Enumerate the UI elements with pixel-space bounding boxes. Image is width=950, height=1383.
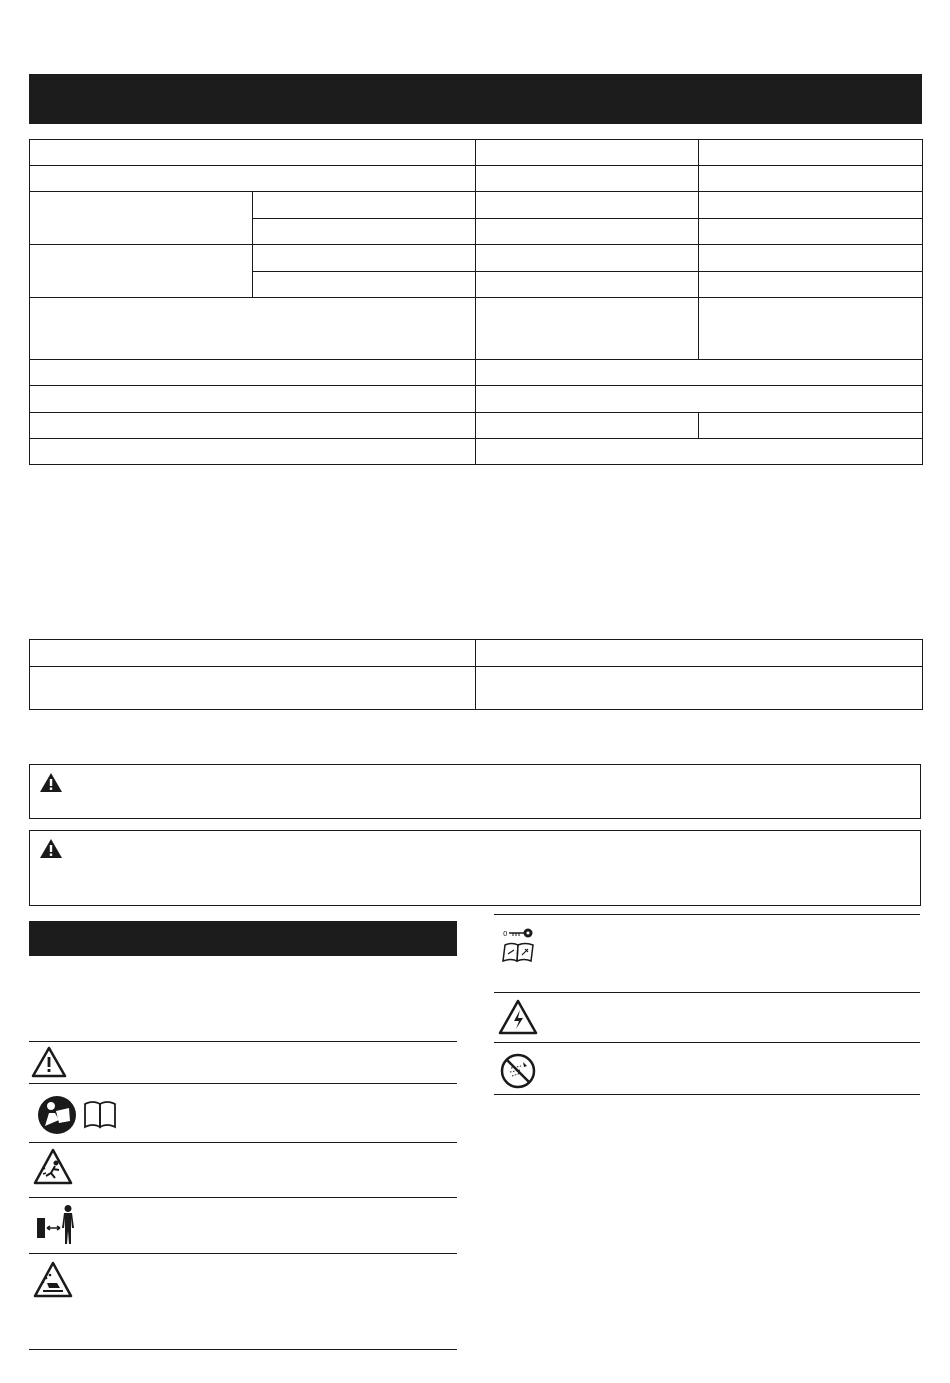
flying-objects-icon: [33, 1148, 73, 1186]
table-row: [30, 166, 923, 192]
table-row: [30, 439, 923, 465]
symbol-row-divider: [29, 1349, 457, 1350]
warning-triangle-icon: [39, 772, 63, 793]
table-cell: [476, 166, 699, 192]
table-cell: [476, 298, 699, 360]
keep-distance-icon: [36, 1204, 78, 1246]
symbol-row-divider: [494, 992, 920, 993]
table-row: [30, 413, 923, 439]
table-row: [30, 360, 923, 386]
table-cell: [699, 166, 923, 192]
table-cell: [476, 192, 699, 219]
table-cell: [253, 245, 476, 272]
table-row: [30, 192, 923, 219]
table-cell: [699, 298, 923, 360]
symbol-row-divider: [494, 914, 920, 915]
specifications-header-band: [29, 74, 922, 124]
table-cell: [699, 140, 923, 166]
table-row: [30, 667, 923, 710]
electric-shock-icon: [498, 999, 538, 1035]
read-manual-icon: [37, 1094, 121, 1136]
table-cell: [30, 298, 476, 360]
table-cell: [253, 219, 476, 245]
table-cell: [476, 272, 699, 298]
table-cell: [476, 219, 699, 245]
table-cell: [476, 360, 923, 386]
table-cell: [699, 245, 923, 272]
table-row: [30, 386, 923, 413]
maintenance-manual-icon: [500, 927, 536, 963]
symbols-header-band: [29, 921, 457, 956]
table-cell: [476, 386, 923, 413]
symbol-row-divider: [494, 1042, 920, 1043]
table-cell: [30, 140, 476, 166]
table-cell: [699, 192, 923, 219]
table-cell: [30, 192, 253, 245]
caution-triangle-icon: [31, 1046, 67, 1078]
table-cell: [476, 667, 923, 710]
symbol-row-divider: [29, 1142, 457, 1143]
table-cell: [476, 439, 923, 465]
table-cell: [253, 192, 476, 219]
specifications-table: [29, 139, 923, 465]
symbol-row-divider: [29, 1041, 457, 1042]
table-cell: [476, 640, 923, 667]
table-row: [30, 298, 923, 360]
table-cell: [699, 219, 923, 245]
symbol-row-divider: [494, 1094, 920, 1095]
table-row: [30, 245, 923, 272]
table-cell: [30, 386, 476, 413]
table-cell: [699, 413, 923, 439]
table-cell: [30, 640, 476, 667]
warning-box-1: [29, 764, 921, 819]
table-row: [30, 140, 923, 166]
table-cell: [30, 166, 476, 192]
warning-triangle-icon: [39, 838, 63, 859]
table-cell: [30, 360, 476, 386]
warning-box-2: [29, 830, 921, 906]
table-cell: [476, 140, 699, 166]
table-cell: [30, 667, 476, 710]
symbol-row-divider: [29, 1197, 457, 1198]
table-cell: [253, 272, 476, 298]
table-row: [30, 640, 923, 667]
table-cell: [476, 413, 699, 439]
table-cell: [30, 439, 476, 465]
thrown-objects-icon: [33, 1261, 73, 1299]
table-cell: [30, 245, 253, 298]
table-cell: [30, 413, 476, 439]
table-cell: [699, 272, 923, 298]
symbol-row-divider: [29, 1083, 457, 1084]
noise-table: [29, 639, 923, 710]
symbol-row-divider: [29, 1253, 457, 1254]
svg-text:0: 0: [503, 930, 508, 938]
no-water-spray-icon: [499, 1052, 537, 1090]
table-cell: [476, 245, 699, 272]
